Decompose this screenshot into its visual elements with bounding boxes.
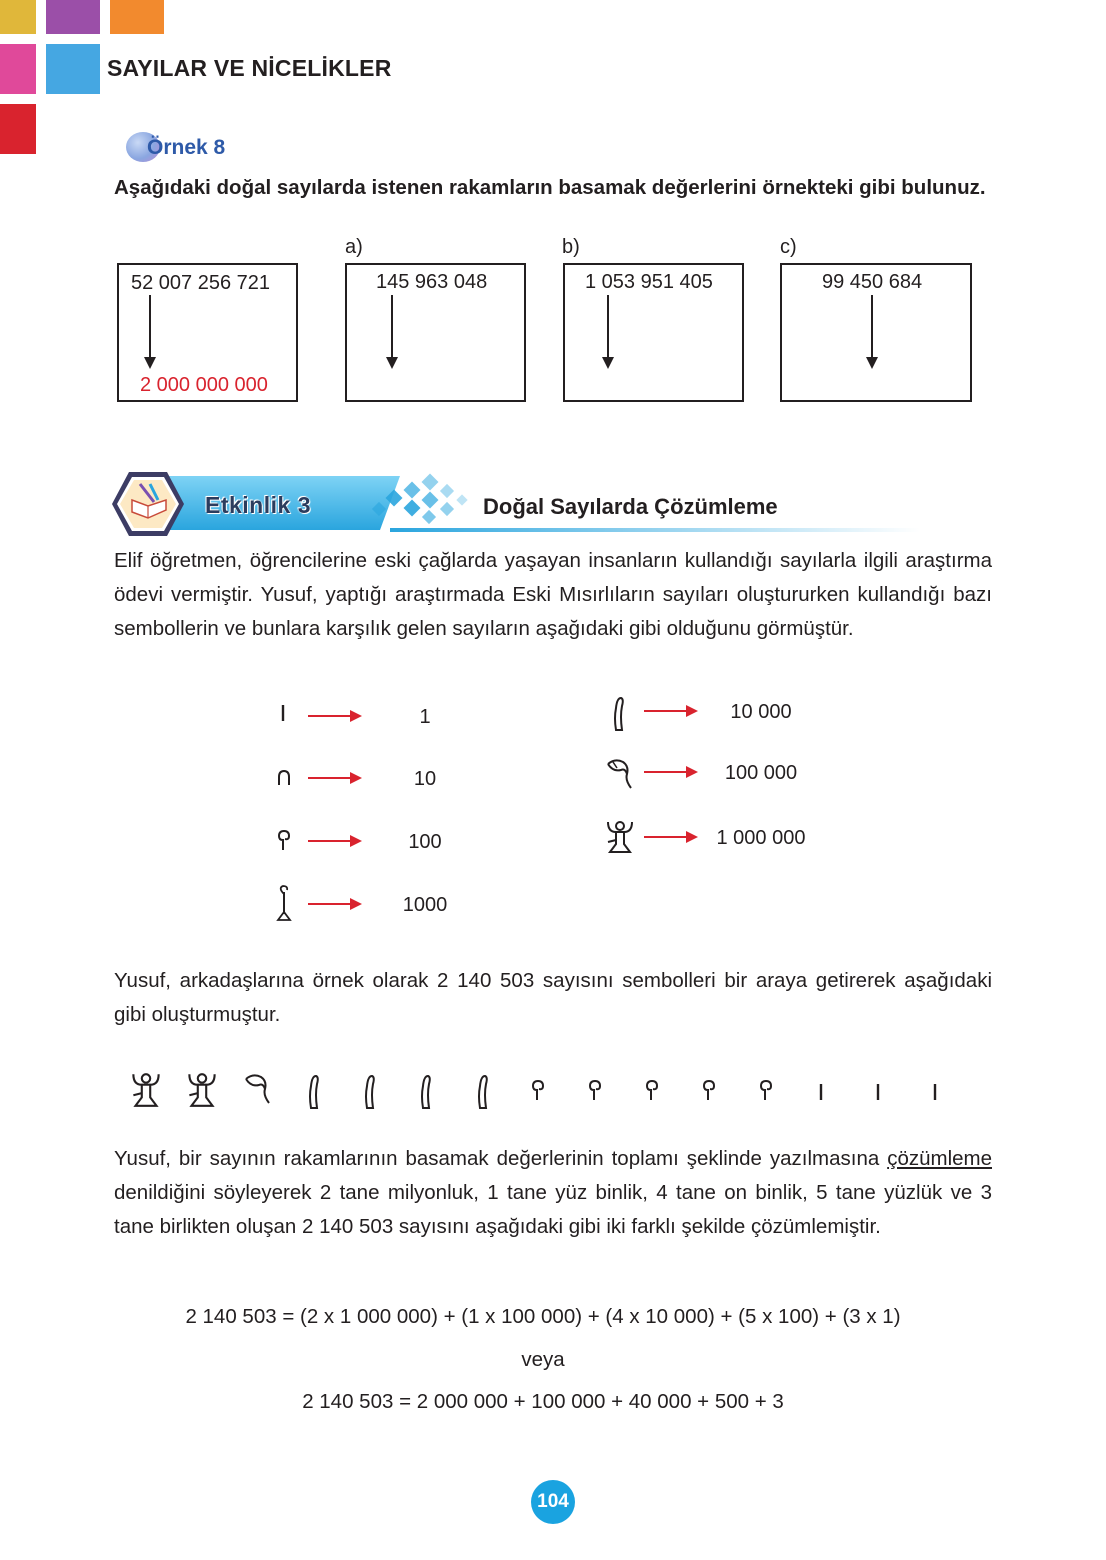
right-arrow-icon xyxy=(308,840,356,842)
down-arrow-icon xyxy=(871,295,873,359)
box-c-number: 99 450 684 xyxy=(822,271,923,293)
box-b-number: 1 053 951 405 xyxy=(585,271,713,293)
kneeling-god-icon xyxy=(604,818,636,856)
deco-square-purple xyxy=(46,0,100,34)
coil-rope-icon xyxy=(529,1078,547,1104)
stroke-icon xyxy=(929,1080,941,1104)
example-badge xyxy=(126,130,246,166)
deco-square-yellow xyxy=(0,0,36,34)
finger-icon xyxy=(362,1072,378,1112)
decomposition-text-start: Yusuf, bir sayının rakamlarının basamak değerlerinin toplamı şeklinde yazılmasına xyxy=(114,1147,888,1170)
right-arrow-icon xyxy=(644,836,692,838)
box-c-tag: c) xyxy=(780,236,797,258)
box-c xyxy=(780,263,972,402)
box-a xyxy=(345,263,526,402)
coil-rope-icon xyxy=(275,828,293,854)
deco-square-blue xyxy=(46,44,100,94)
coil-rope-icon xyxy=(586,1078,604,1104)
tadpole-icon xyxy=(605,756,635,792)
finger-icon xyxy=(475,1072,491,1112)
box-b xyxy=(563,263,744,402)
box-a-number: 145 963 048 xyxy=(376,271,488,293)
finger-icon xyxy=(611,694,627,734)
finger-icon xyxy=(418,1072,434,1112)
deco-square-red xyxy=(0,104,36,154)
box-b-answer-field[interactable] xyxy=(575,367,735,395)
activity-intro: Elif öğretmen, öğrencilerine eski çağlarda yaşayan insanların kullandığı sayılarla ilgili araştırma ödevi vermiştir. Yusuf, yaptığı araştırmada Eski Mısırlıların sayıları oluştururken kullandığı bazı sembollerin ve bunlara karşılık gelen sayıların aşağıdaki gibi olduğunu görmüştür. xyxy=(114,549,992,640)
stroke-icon xyxy=(277,701,289,725)
box-b-tag: b) xyxy=(562,236,580,258)
down-arrow-icon xyxy=(607,295,609,359)
sample-answer: 2 000 000 000 xyxy=(140,374,268,396)
stroke-icon xyxy=(872,1080,884,1104)
right-arrow-icon xyxy=(308,715,356,717)
decomposition-term: çözümleme xyxy=(887,1147,992,1170)
down-arrow-icon xyxy=(149,295,151,359)
coil-rope-icon xyxy=(643,1078,661,1104)
coil-rope-icon xyxy=(700,1078,718,1104)
lotus-icon xyxy=(275,884,293,924)
or-text: veya xyxy=(521,1348,565,1371)
symbol-value-1000: 1000 xyxy=(402,894,448,916)
deco-square-orange xyxy=(110,0,164,34)
symbol-value-1000000: 1 000 000 xyxy=(716,827,806,849)
symbol-value-1: 1 xyxy=(419,706,431,728)
example-instruction: Aşağıdaki doğal sayılarda istenen rakamların basamak değerlerini örnekteki gibi bulunuz. xyxy=(114,176,986,199)
sample-number: 52 007 256 721 xyxy=(131,272,271,294)
decomposition-text xyxy=(114,1142,992,1244)
activity-label: Etkinlik 3 xyxy=(205,492,311,518)
kneeling-god-icon xyxy=(129,1070,163,1110)
pixel-decoration-icon xyxy=(368,472,478,532)
activity-banner xyxy=(110,470,920,538)
right-arrow-icon xyxy=(308,777,356,779)
stroke-icon xyxy=(815,1080,827,1104)
notebook-icon xyxy=(110,470,186,538)
box-a-tag: a) xyxy=(345,236,363,258)
heel-bone-icon xyxy=(276,768,292,788)
finger-icon xyxy=(306,1072,322,1112)
right-arrow-icon xyxy=(644,710,692,712)
tadpole-icon xyxy=(243,1071,273,1107)
deco-square-pink xyxy=(0,44,36,94)
example-text: Yusuf, arkadaşlarına örnek olarak 2 140 503 sayısını sembolleri bir araya getirerek aşağıdaki gibi oluşturmuştur. xyxy=(114,969,992,1026)
equation-2: 2 140 503 = 2 000 000 + 100 000 + 40 000 + 500 + 3 xyxy=(302,1390,784,1413)
down-arrow-icon xyxy=(391,295,393,359)
coil-rope-icon xyxy=(757,1078,775,1104)
example-label: Örnek 8 xyxy=(147,136,226,159)
symbol-value-10000: 10 000 xyxy=(730,701,792,723)
equation-1: 2 140 503 = (2 x 1 000 000) + (1 x 100 000) + (4 x 10 000) + (5 x 100) + (3 x 1) xyxy=(185,1305,901,1328)
symbol-value-100000: 100 000 xyxy=(724,762,798,784)
activity-title: Doğal Sayılarda Çözümleme xyxy=(483,494,778,519)
box-a-answer-field[interactable] xyxy=(357,367,517,395)
chapter-title: SAYILAR VE NİCELİKLER xyxy=(107,55,392,81)
page-number: 104 xyxy=(531,1480,575,1524)
symbol-value-100: 100 xyxy=(408,831,442,853)
right-arrow-icon xyxy=(644,771,692,773)
right-arrow-icon xyxy=(308,903,356,905)
decomposition-text-end: denildiğini söyleyerek 2 tane milyonluk, 1 tane yüz binlik, 4 tane on binlik, 5 tane yüzlük ve 3 tane birlikten oluşan 2 140 503 sayısını aşağıdaki gibi iki farklı şekilde çözümlemiştir. xyxy=(114,1181,992,1238)
symbol-value-10: 10 xyxy=(413,768,437,790)
box-c-answer-field[interactable] xyxy=(792,367,962,395)
sample-box xyxy=(117,263,298,402)
hieroglyph-row xyxy=(125,1068,955,1118)
kneeling-god-icon xyxy=(185,1070,219,1110)
